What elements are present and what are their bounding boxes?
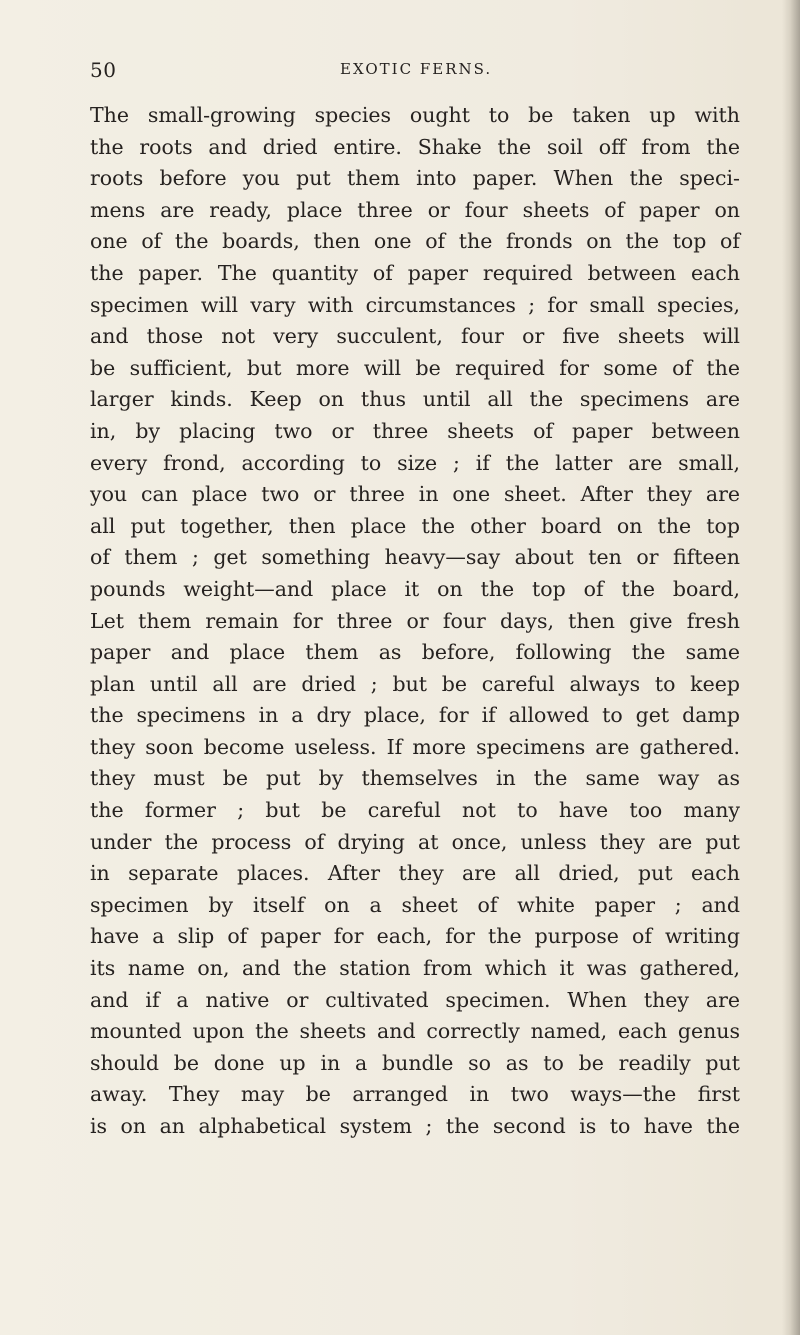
text-line: have a slip of paper for each, for the purpose of writing <box>90 924 740 949</box>
text-line: roots before you put them into paper. When the speci- <box>90 166 740 191</box>
text-line: its name on, and the station from which it was gathered, <box>90 956 740 981</box>
text-line: you can place two or three in one sheet. After they are <box>90 482 740 507</box>
text-line: every frond, according to size ; if the latter are small, <box>90 450 740 475</box>
text-line: paper and place them as before, following the same <box>90 640 740 665</box>
text-line: is on an alphabetical system ; the second is to have the <box>90 1114 740 1138</box>
text-line: mounted upon the sheets and correctly named, each genus <box>90 1019 740 1044</box>
page-header <box>90 58 740 88</box>
text-line: should be done up in a bundle so as to be readily put <box>90 1050 740 1075</box>
text-line: specimen by itself on a sheet of white paper ; and <box>90 892 740 917</box>
text-line: Let them remain for three or four days, then give fresh <box>90 608 740 633</box>
text-line: they soon become useless. If more specimens are gathered. <box>90 734 740 759</box>
text-line: specimen will vary with circumstances ; for small species, <box>90 292 740 317</box>
text-line: the former ; but be careful not to have too many <box>90 798 740 823</box>
text-line: and those not very succulent, four or five sheets will <box>90 324 740 349</box>
text-line: under the process of drying at once, unless they are put <box>90 829 740 854</box>
text-line: the roots and dried entire. Shake the soil off from the <box>90 134 740 159</box>
text-line: all put together, then place the other board on the top <box>90 513 740 538</box>
text-line: in separate places. After they are all dried, put each <box>90 861 740 886</box>
text-line: away. They may be arranged in two ways—the first <box>90 1082 740 1107</box>
page-number: 50 <box>90 58 117 82</box>
text-line: larger kinds. Keep on thus until all the specimens are <box>90 387 740 412</box>
text-line: mens are ready, place three or four sheets of paper on <box>90 197 740 222</box>
text-line: be sufficient, but more will be required for some of the <box>90 355 740 380</box>
running-title: EXOTIC FERNS. <box>340 60 493 78</box>
text-line: one of the boards, then one of the fronds on the top of <box>90 229 740 254</box>
text-line: in, by placing two or three sheets of paper between <box>90 418 740 443</box>
text-line: they must be put by themselves in the same way as <box>90 766 740 791</box>
text-line: the paper. The quantity of paper required between each <box>90 260 740 285</box>
text-line: and if a native or cultivated specimen. When they are <box>90 987 740 1012</box>
page-edge-shadow <box>782 0 800 1335</box>
body-text <box>90 100 740 1143</box>
text-line: The small-growing species ought to be taken up with <box>90 103 740 127</box>
text-line: of them ; get something heavy—say about ten or fifteen <box>90 545 740 570</box>
text-line: the specimens in a dry place, for if allowed to get damp <box>90 703 740 728</box>
text-line: plan until all are dried ; but be careful always to keep <box>90 671 740 696</box>
text-line: pounds weight—and place it on the top of the board, <box>90 576 740 601</box>
